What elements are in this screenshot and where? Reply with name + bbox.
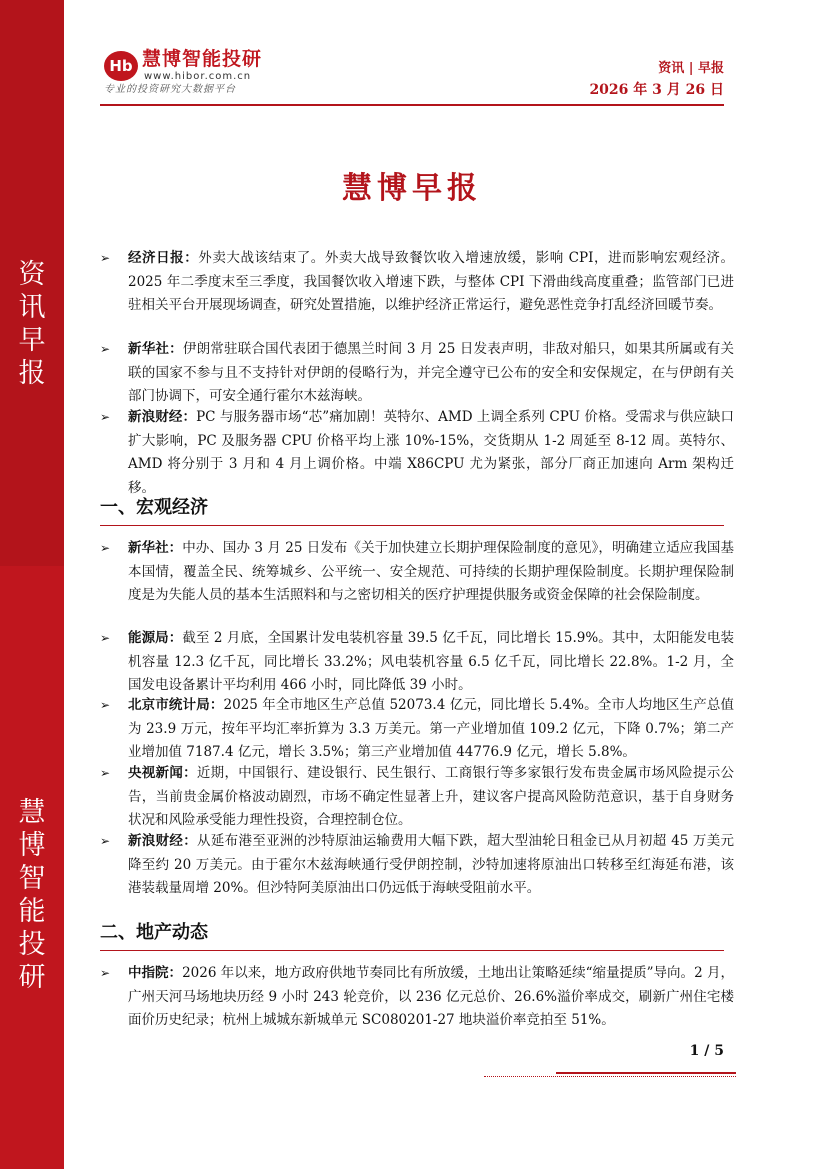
news-source: 新浪财经： — [128, 409, 197, 425]
logo-url: www.hibor.com.cn — [144, 71, 252, 82]
page-title: 慧博早报 — [342, 171, 482, 206]
news-item — [100, 830, 734, 901]
footer-dotted-rule — [484, 1076, 736, 1077]
header-meta — [589, 60, 724, 100]
bullet-arrow-icon: ➢ — [100, 251, 111, 265]
sidebar-char: 早 — [18, 325, 46, 356]
news-text: 2026 年以来，地方政府供地节奏同比有所放缓，土地出让策略延续“缩量提质”导向。2 月，广州天河马场地块历经 9 小时 243 轮竞价，以 236 亿元总价、26.6%溢价率成交，刷新广州住宅楼面价历史纪录；杭州上城城东新城单元 SC080201-27 地块溢价率竞拍至 51%。 — [128, 965, 734, 1028]
bullet-arrow-icon: ➢ — [100, 698, 111, 712]
bullet-arrow-icon: ➢ — [100, 766, 111, 780]
sidebar-char: 资 — [18, 259, 46, 290]
sidebar-band — [0, 0, 64, 1169]
news-text: 2025 年全市地区生产总值 52073.4 亿元，同比增长 5.4%。全市人均地区生产总值为 23.9 万元，按年平均汇率折算为 3.3 万美元。第一产业增加值 109.2 亿元，下降 0.7%；第二产业增加值 7187.4 亿元，增长 3.5%；第三产业增加值 44776.9 亿元，增长 5.8%。 — [128, 697, 734, 760]
section-heading-macro: 一、宏观经济 — [100, 497, 208, 518]
news-text: 近期，中国银行、建设银行、民生银行、工商银行等多家银行发布贵金属市场风险提示公告，当前贵金属价格波动剧烈，市场不确定性显著上升，建议客户提高风险防范意识，基于自身财务状况和风险承受能力理性投资，合理控制仓位。 — [128, 765, 735, 828]
section-heading-property: 二、地产动态 — [100, 922, 208, 943]
sidebar-label-bottom — [0, 796, 64, 994]
news-text: PC 与服务器市场“芯”痛加剧！英特尔、AMD 上调全系列 CPU 价格。受需求与供应缺口扩大影响，PC 及服务器 CPU 价格平均上涨 10%-15%，交货期从 1-2 周延至 8-12 周。英特尔、AMD 将分别于 3 月和 4 月上调价格。中端 X86CPU 尤为紧张，部分厂商正加速向 Arm 架构迁移。 — [128, 409, 734, 496]
logo-mark-icon: Hb — [104, 51, 138, 81]
sidebar-label-top — [0, 258, 64, 390]
sidebar-char: 投 — [18, 929, 46, 960]
news-source: 中指院： — [128, 965, 183, 981]
news-source: 经济日报： — [128, 250, 199, 266]
news-item — [100, 962, 734, 1033]
sidebar-char: 讯 — [18, 292, 46, 323]
bullet-arrow-icon: ➢ — [100, 342, 111, 356]
news-source: 新华社： — [128, 341, 183, 357]
news-text: 伊朗常驻联合国代表团于德黑兰时间 3 月 25 日发表声明，非敌对船只，如果其所属或有关联的国家不参与且不支持针对伊朗的侵略行为，并完全遵守已公布的安全和安保规定，在与伊朗有关部门协调下，可安全通行霍尔木兹海峡。 — [128, 341, 734, 404]
header-divider — [100, 104, 724, 106]
footer-rule — [556, 1072, 736, 1074]
page-number: 1 / 5 — [689, 1043, 724, 1059]
summary-item — [100, 406, 734, 500]
sidebar-char: 报 — [18, 358, 46, 389]
summary-item — [100, 247, 734, 318]
bullet-arrow-icon: ➢ — [100, 966, 111, 980]
news-text: 截至 2 月底，全国累计发电装机容量 39.5 亿千瓦，同比增长 15.9%。其中，太阳能发电装机容量 12.3 亿千瓦，同比增长 33.2%；风电装机容量 6.5 亿千瓦，同比增长 22.8%。1-2 月，全国发电设备累计平均利用 466 小时，同比降低 39 小时。 — [128, 630, 734, 693]
news-item — [100, 537, 734, 608]
news-source: 新华社： — [128, 540, 183, 556]
report-date: 2026 年 3 月 26 日 — [589, 82, 724, 98]
logo-name: 慧博智能投研 — [142, 48, 263, 70]
report-category: 资讯 | 早报 — [658, 61, 724, 76]
news-text: 从延布港至亚洲的沙特原油运输费用大幅下跌，超大型油轮日租金已从月初超 45 万美元降至约 20 万美元。由于霍尔木兹海峡通行受伊朗控制，沙特加速将原油出口转移至红海延布港，该港装载量周增 20%。但沙特阿美原油出口仍远低于海峡受阻前水平。 — [128, 833, 735, 896]
news-source: 北京市统计局： — [128, 697, 224, 713]
news-item — [100, 762, 734, 833]
sidebar-char: 能 — [18, 896, 46, 927]
news-source: 新浪财经： — [128, 833, 198, 849]
sidebar-char: 研 — [18, 962, 46, 993]
news-source: 能源局： — [128, 630, 183, 646]
sidebar-char: 智 — [18, 863, 46, 894]
sidebar-char: 博 — [18, 830, 46, 861]
summary-item — [100, 338, 734, 409]
news-text: 外卖大战该结束了。外卖大战导致餐饮收入增速放缓，影响 CPI，进而影响宏观经济。2025 年二季度末至三季度，我国餐饮收入增速下跌，与整体 CPI 下滑曲线高度重叠；监管部门已进驻相关平台开展现场调查，研究处置措施，以维护经济正常运行，避免恶性竞争打乱经济回暖节奏。 — [128, 250, 734, 313]
news-item — [100, 694, 734, 765]
section-divider — [100, 525, 724, 526]
section-divider — [100, 950, 724, 951]
bullet-arrow-icon: ➢ — [100, 631, 111, 645]
bullet-arrow-icon: ➢ — [100, 410, 111, 424]
logo-slogan: 专业的投资研究大数据平台 — [104, 84, 236, 95]
bullet-arrow-icon: ➢ — [100, 541, 111, 555]
news-item — [100, 627, 734, 698]
news-source: 央视新闻： — [128, 765, 197, 781]
news-text: 中办、国办 3 月 25 日发布《关于加快建立长期护理保险制度的意见》，明确建立适应我国基本国情，覆盖全民、统筹城乡、公平统一、安全规范、可持续的长期护理保险制度。长期护理保险制度是为失能人员的基本生活照料和与之密切相关的医疗护理提供服务或资金保障的社会保险制度。 — [128, 540, 734, 603]
sidebar-char: 慧 — [18, 797, 46, 828]
bullet-arrow-icon: ➢ — [100, 834, 111, 848]
